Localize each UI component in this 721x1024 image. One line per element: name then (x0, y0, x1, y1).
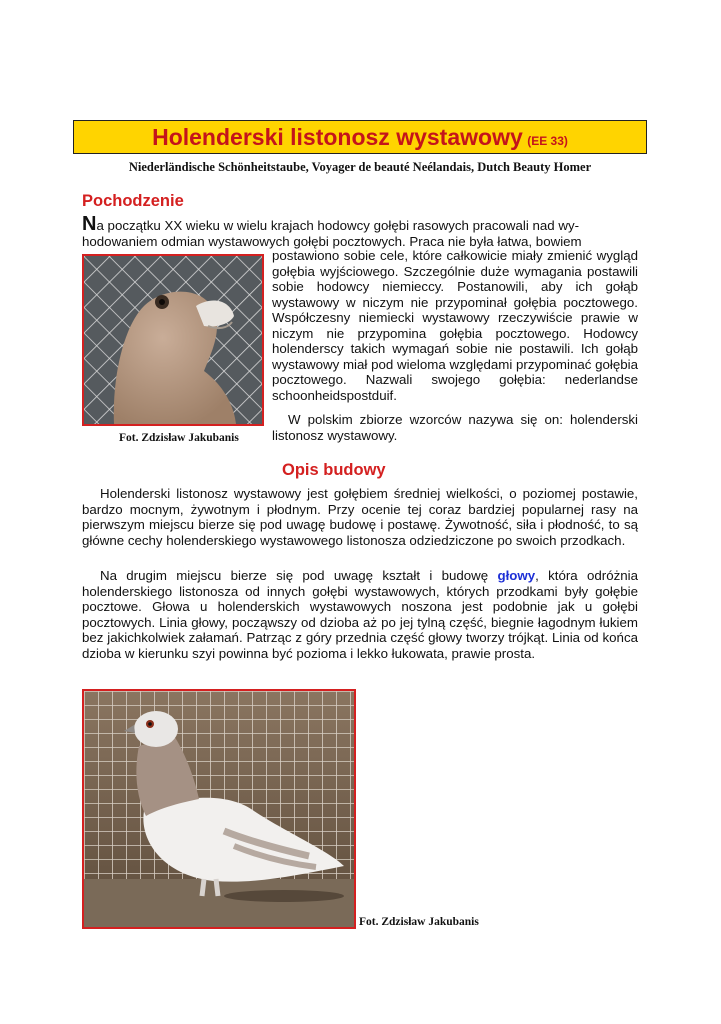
photo-caption-2: Fot. Zdzisław Jakubanis (359, 916, 479, 928)
pigeon-full-image (84, 691, 354, 927)
title-bar (73, 120, 647, 154)
origin-paragraph-wrapped: postawiono sobie cele, które całkowicie miały zmienić wygląd gołębia wyjściowego. Szczególnie duże wymagania postawili sobie hodowcy niemieccy. Postanowili, aby ich gołąb wystawowy w niczym nie przypominał gołębia pocztowego. Współczesny niemiecki wystawowy rzeczywiście prawie w niczym nie przypomina gołębia pocztowego. Hodowcy holenderscy takich wymagań sobie nie postawili. Ich gołąb wystawowy miał pod wieloma względami przypominać gołębia pocztowego. Nazwali swojego gołębia: nederlandse schoonheidspostduif. (272, 248, 638, 403)
description-paragraph-1: Holenderski listonosz wystawowy jest gołębiem średniej wielkości, o poziomej postawie, bardzo mocnym, żywotnym i płodnym. Przy ocenie tej coraz bardziej popularnej rasy na pierwszym miejscu bierze się pod uwagę budowę i postawę. Żywotność, siła i płodność, to są główne cechy holenderskiego wystawowego listonosza odziedziczone po swoich przodkach. (82, 486, 638, 548)
photo-pigeon-head (82, 254, 264, 426)
origin-paragraph-lines (82, 213, 638, 249)
description-paragraph-2 (82, 568, 638, 661)
highlight-head: głowy (497, 568, 536, 583)
breed-code: (EE 33) (527, 134, 568, 148)
page-title: Holenderski listonosz wystawowy (152, 124, 523, 150)
description-p2-start: Na drugim miejscu bierze się pod uwagę kształt i budowę (100, 568, 498, 583)
pigeon-head-image (84, 256, 262, 424)
page-subtitle: Niederländische Schönheitstaube, Voyager de beauté Neélandais, Dutch Beauty Homer (128, 160, 592, 174)
origin-paragraph-2: W polskim zbiorze wzorców nazywa się on: holenderski listonosz wystawowy. (272, 412, 638, 443)
origin-line-2: hodowaniem odmian wystawowych gołębi pocztowych. Praca nie była łatwa, bowiem (82, 233, 582, 249)
origin-line-1: a początku XX wieku w wielu krajach hodowcy gołębi rasowych pracowali nad wy- (96, 218, 580, 233)
photo-pigeon-full (82, 689, 356, 929)
description-p2-end: , która odróżnia holenderskiego listonosza od innych gołębi wystawowych, których przodkami były gołębie pocztowe. Głowa u holenderskich wystawowych noszona jest podobnie jak u gołębi pocztowych. Linia głowy, począwszy od dzioba aż po jej tylną część, biegnie łagodnym łukiem bez jakichkolwiek załamań. Patrząc z góry przednia część głowy tworzy trójkąt. Linia od końca dzioba w kierunku szyi powinna być pozioma i lekko łukowata, prawie prosta. (82, 568, 638, 661)
photo-caption-1: Fot. Zdzisław Jakubanis (119, 432, 239, 444)
drop-cap: N (82, 213, 97, 235)
section-heading-origin: Pochodzenie (82, 192, 184, 210)
section-heading-description: Opis budowy (282, 461, 386, 479)
